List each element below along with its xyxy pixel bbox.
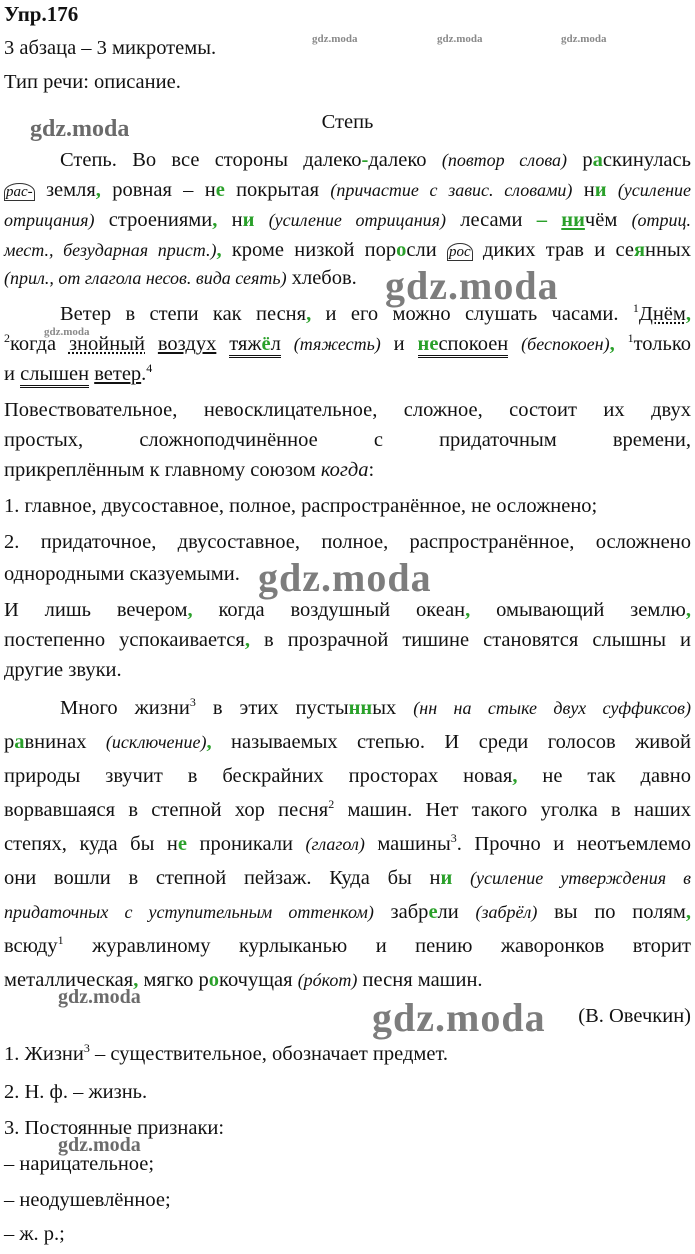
watermark: gdz.moda (58, 1134, 141, 1156)
analysis-line1: Повествовательное, невосклицательное, сложное, состоит их двух (4, 399, 691, 421)
analysis-line6: однородными сказуемыми. (4, 563, 240, 585)
watermark: gdz.moda (437, 33, 483, 45)
p4-line4: ворвавшаяся в степной хор песня$^2$ машин. Нет такого уголка в наших (4, 797, 691, 821)
watermark: gdz.moda (30, 116, 130, 142)
p4-line5: степях, куда бы не проникали (глагол) машины$^3$. Прочно и неотъемлемо (4, 831, 691, 855)
watermark: gdz.moda (44, 326, 90, 338)
header-line-speech-type: Тип речи: описание. (4, 71, 181, 93)
analysis-line3: прикреплённым к главному союзом когда: (4, 459, 375, 481)
header-line-paragraphs: 3 абзаца – 3 микротемы. (4, 37, 217, 59)
morph-line2: 2. Н. ф. – жизнь. (4, 1081, 148, 1103)
analysis-line5: 2. придаточное, двусоставное, полное, распространённое, осложнено (4, 531, 691, 553)
watermark: gdz.moda (372, 995, 546, 1040)
analysis-line2: простых, сложноподчинённое с придаточным времени, (4, 429, 691, 451)
p1-line4: мест., безударная прист.), кроме низкой поросли рос диких трав и сеянных (4, 239, 691, 261)
p2-line2: $^2$когда знойный воздух тяжёл (тяжесть) и неспокоен (беспокоен), $^1$только (4, 332, 691, 356)
watermark: gdz.moda (561, 33, 607, 45)
morph-line5: – неодушевлённое; (4, 1189, 171, 1211)
p3-line1: И лишь вечером, когда воздушный океан, омывающий землю, (4, 599, 691, 621)
analysis-line4: 1. главное, двусоставное, полное, распространённое, не осложнено; (4, 495, 598, 517)
p3-line2: постепенно успокаивается, в прозрачной тишине становятся слышны и (4, 629, 692, 651)
p4-line9: металлическая, мягко рокочущая (рóкот) песня машин. (4, 969, 483, 991)
watermark: gdz.moda (58, 986, 141, 1008)
p4-line6: они вошли в степной пейзаж. Куда бы ни (усиление утверждения в (4, 867, 691, 889)
p4-line8: всюду$^1$ журавлиному курлыканью и пению жаворонков вторит (4, 933, 691, 957)
p2-line1: Ветер в степи как песня, и его можно слушать часами. $^1$Днём, (60, 301, 691, 325)
morph-line6: – ж. р.; (4, 1223, 65, 1245)
morph-line1: 1. Жизни$^3$ – существительное, обозначает предмет. (4, 1041, 448, 1065)
exercise-title: Упр.176 (4, 2, 79, 26)
root-morph-mark: рос (448, 244, 471, 260)
text-title: Степь (321, 111, 374, 133)
morph-line4: – нарицательное; (4, 1153, 155, 1175)
p1-line2: рас- земля, ровная – не покрытая (причастие с завис. словами) ни (усиление (6, 179, 691, 201)
watermark: gdz.moda (385, 263, 559, 308)
p4-line1: Много жизни$^3$ в этих пустынных (нн на стыке двух суффиксов) (60, 695, 691, 719)
p1-line3: отрицания) строениями, ни (усиление отрицания) лесами – ничём (отриц. (4, 209, 692, 231)
p1-line1: Степь. Во все стороны далеко-далеко (повтор слова) раскинулась (60, 149, 691, 171)
p2-line3: и слышен ветер.$^4$ (4, 362, 691, 386)
p1-line5: (прил., от глагола несов. вида сеять) хлебов. (4, 267, 357, 289)
p3-line3: другие звуки. (4, 659, 122, 681)
morph-line3: 3. Постоянные признаки: (4, 1117, 225, 1139)
p4-line3: природы звучит в бескрайних просторах новая, не так давно (4, 765, 691, 787)
p4-line2: равнинах (исключение), называемых степью. И среди голосов живой (4, 731, 691, 753)
p4-line7: придаточных с уступительным оттенком) забрели (забрёл) вы по полям, (4, 901, 691, 923)
watermark: gdz.moda (258, 555, 432, 600)
prefix-morph-mark: рас- (6, 184, 33, 200)
watermark: gdz.moda (312, 33, 358, 45)
author: (В. Овечкин) (578, 1005, 691, 1027)
